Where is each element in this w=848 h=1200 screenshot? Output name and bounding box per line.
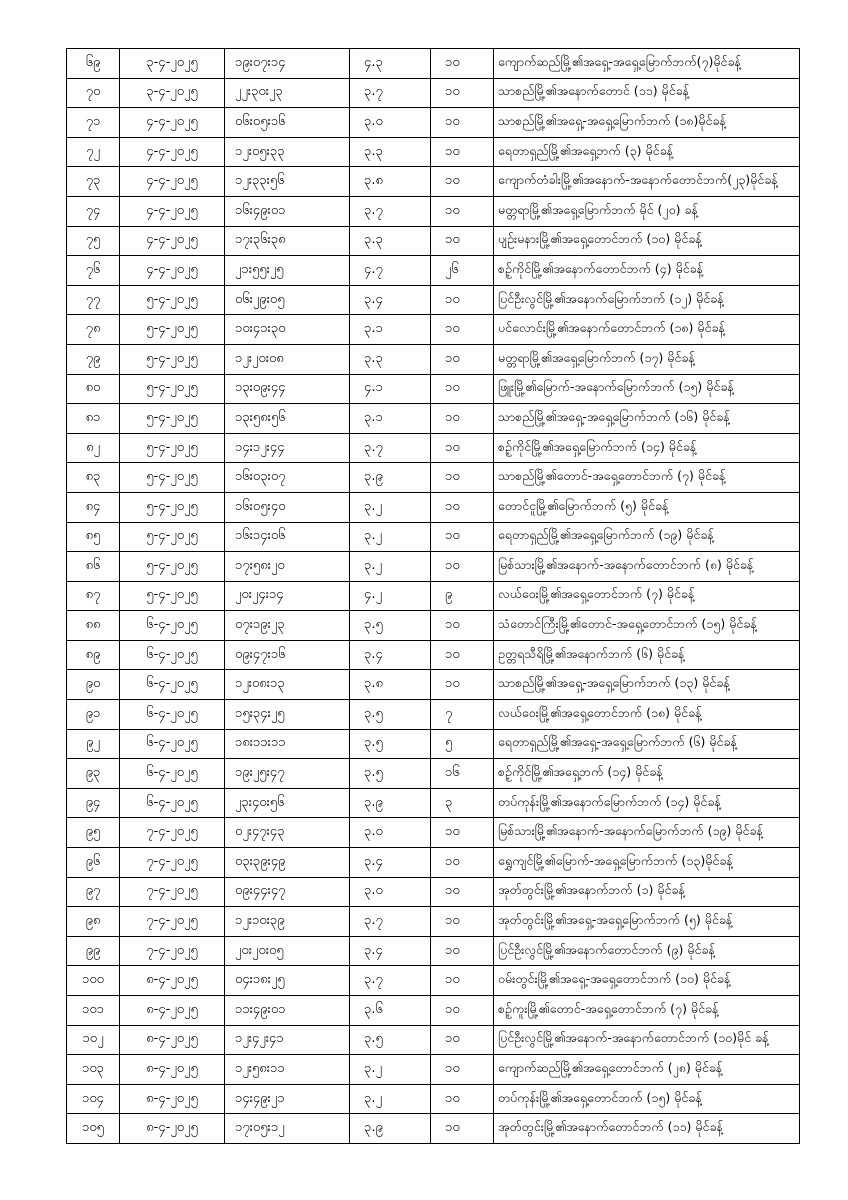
table-row: [67, 492, 800, 522]
depth-cell: ၁၀: [431, 344, 494, 374]
magnitude-cell: ၃.၅: [350, 700, 431, 730]
time-cell: ၁၆း၁၄း၀၆: [225, 522, 350, 552]
table-row: [67, 936, 800, 966]
date-cell: ၅-၄-၂၀၂၅: [120, 552, 225, 582]
depth-cell: ၁၀: [431, 137, 494, 167]
location-cell: အုတ်တွင်းမြို့၏အနောက်တောင်ဘက် (၁၁) မိုင်ခန့်: [494, 1114, 800, 1144]
row-number-cell: ၇၀: [67, 78, 120, 108]
depth-cell: ၁၀: [431, 49, 494, 79]
location-cell: လယ်ဝေးမြို့၏အရှေ့တောင်ဘက် (၁၈) မိုင်ခန့်: [494, 700, 800, 730]
row-number-cell: ၇၆: [67, 256, 120, 286]
magnitude-cell: ၃.၉: [350, 1114, 431, 1144]
table-row: [67, 1055, 800, 1085]
date-cell: ၈-၄-၂၀၂၅: [120, 1114, 225, 1144]
date-cell: ၆-၄-၂၀၂၅: [120, 670, 225, 700]
location-cell: အုတ်တွင်းမြို့၏အရှေ့-အရှေ့မြောက်ဘက် (၅) မိုင်ခန့်: [494, 907, 800, 937]
date-cell: ၅-၄-၂၀၂၅: [120, 492, 225, 522]
depth-cell: ၁၀: [431, 404, 494, 434]
table-row: [67, 670, 800, 700]
date-cell: ၄-၄-၂၀၂၅: [120, 137, 225, 167]
depth-cell: ၁၀: [431, 966, 494, 996]
depth-cell: ၁၀: [431, 996, 494, 1026]
date-cell: ၆-၄-၂၀၂၅: [120, 729, 225, 759]
date-cell: ၈-၄-၂၀၂၅: [120, 996, 225, 1026]
magnitude-cell: ၃.၂: [350, 1055, 431, 1085]
location-cell: ဝမ်းတွင်းမြို့၏အရှေ့-အရှေ့တောင်ဘက် (၁၀) မိုင်ခန့်: [494, 966, 800, 996]
date-cell: ၆-၄-၂၀၂၅: [120, 700, 225, 730]
depth-cell: ၁၀: [431, 1084, 494, 1114]
table-row: [67, 877, 800, 907]
row-number-cell: ၈၀: [67, 374, 120, 404]
row-number-cell: ၁၀၁: [67, 996, 120, 1026]
location-cell: တပ်ကုန်းမြို့၏အနောက်မြောက်ဘက် (၁၄) မိုင်ခန့်: [494, 788, 800, 818]
depth-cell: ၁၀: [431, 374, 494, 404]
row-number-cell: ၉၃: [67, 759, 120, 789]
location-cell: ပင်လောင်းမြို့၏အနောက်တောင်ဘက် (၁၈) မိုင်ခန့်: [494, 315, 800, 345]
magnitude-cell: ၃.၇: [350, 966, 431, 996]
magnitude-cell: ၃.၈: [350, 167, 431, 197]
location-cell: ရေတာရှည်မြို့၏အရှေ့ဘက် (၃) မိုင်ခန့်: [494, 137, 800, 167]
magnitude-cell: ၃.၉: [350, 463, 431, 493]
location-cell: ကျောက်ဆည်မြို့၏အရှေ့တောင်ဘက် (၂၈) မိုင်ခန့်: [494, 1055, 800, 1085]
location-cell: တောင်ငူမြို့၏မြောက်ဘက် (၅) မိုင်ခန့်: [494, 492, 800, 522]
time-cell: ၁၆း၀၃း၀၇: [225, 463, 350, 493]
depth-cell: ၁၀: [431, 818, 494, 848]
depth-cell: ၁၀: [431, 552, 494, 582]
date-cell: ၅-၄-၂၀၂၅: [120, 433, 225, 463]
depth-cell: ၉: [431, 581, 494, 611]
date-cell: ၃-၄-၂၀၂၅: [120, 49, 225, 79]
time-cell: ၀၃း၃၉း၄၉: [225, 848, 350, 878]
date-cell: ၅-၄-၂၀၂၅: [120, 374, 225, 404]
date-cell: ၄-၄-၂၀၂၅: [120, 196, 225, 226]
table-row: [67, 78, 800, 108]
table-row: [67, 848, 800, 878]
time-cell: ၁၂း၁၀း၃၉: [225, 907, 350, 937]
depth-cell: ၁၀: [431, 226, 494, 256]
magnitude-cell: ၃.၄: [350, 848, 431, 878]
date-cell: ၆-၄-၂၀၂၅: [120, 788, 225, 818]
depth-cell: ၁၀: [431, 936, 494, 966]
row-number-cell: ၉၉: [67, 936, 120, 966]
magnitude-cell: ၃.၇: [350, 78, 431, 108]
location-cell: စဉ့်ကူးမြို့၏တောင်-အရှေ့တောင်ဘက် (၇) မိုင်ခန့်: [494, 996, 800, 1026]
location-cell: သာစည်မြို့၏အနောက်တောင် (၁၁) မိုင်ခန့်: [494, 78, 800, 108]
table-row: [67, 463, 800, 493]
location-cell: စဉ့်ကိုင်မြို့၏အရှေ့ဘက် (၁၄) မိုင်ခန့်: [494, 759, 800, 789]
row-number-cell: ၁၀၃: [67, 1055, 120, 1085]
table-row: [67, 315, 800, 345]
location-cell: ပြင်ဦးလွင်မြို့၏အနောက်မြောက်ဘက် (၁၂) မိုင်ခန့်: [494, 285, 800, 315]
magnitude-cell: ၃.၄: [350, 640, 431, 670]
location-cell: ဖြူးမြို့၏မြောက်-အနောက်မြောက်ဘက် (၁၅) မိုင်ခန့်: [494, 374, 800, 404]
table-row: [67, 522, 800, 552]
time-cell: ၁၆း၄၉း၀၁: [225, 196, 350, 226]
depth-cell: ၁၀: [431, 1114, 494, 1144]
time-cell: ၁၂း၂၀း၀၈: [225, 344, 350, 374]
time-cell: ၁၇း၀၅း၁၂: [225, 1114, 350, 1144]
date-cell: ၇-၄-၂၀၂၅: [120, 907, 225, 937]
magnitude-cell: ၃.၅: [350, 1025, 431, 1055]
date-cell: ၇-၄-၂၀၂၅: [120, 818, 225, 848]
earthquake-table-page: [66, 48, 800, 1144]
date-cell: ၆-၄-၂၀၂၅: [120, 759, 225, 789]
table-row: [67, 1025, 800, 1055]
depth-cell: ၁၆: [431, 759, 494, 789]
magnitude-cell: ၃.၃: [350, 137, 431, 167]
depth-cell: ၁၀: [431, 196, 494, 226]
location-cell: မြစ်သားမြို့၏အနောက်-အနောက်တောင်ဘက် (၈) မိုင်ခန့်: [494, 552, 800, 582]
time-cell: ၁၀း၄၁း၃၀: [225, 315, 350, 345]
row-number-cell: ၉၂: [67, 729, 120, 759]
depth-cell: ၁၀: [431, 433, 494, 463]
row-number-cell: ၇၁: [67, 108, 120, 138]
location-cell: စဉ့်ကိုင်မြို့၏အရှေ့မြောက်ဘက် (၁၄) မိုင်ခန့်: [494, 433, 800, 463]
date-cell: ၅-၄-၂၀၂၅: [120, 404, 225, 434]
date-cell: ၅-၄-၂၀၂၅: [120, 344, 225, 374]
row-number-cell: ၇၇: [67, 285, 120, 315]
time-cell: ၁၁း၄၉း၀၁: [225, 996, 350, 1026]
location-cell: အုတ်တွင်းမြို့၏အနောက်ဘက် (၁) မိုင်ခန့်: [494, 877, 800, 907]
date-cell: ၅-၄-၂၀၂၅: [120, 522, 225, 552]
magnitude-cell: ၃.၀: [350, 818, 431, 848]
table-row: [67, 433, 800, 463]
time-cell: ၁၂း၅၈း၁၁: [225, 1055, 350, 1085]
magnitude-cell: ၃.၆: [350, 996, 431, 1026]
location-cell: သံတောင်ကြီးမြို့၏တောင်-အရှေ့တောင်ဘက် (၁၅) မိုင်ခန့်: [494, 611, 800, 641]
row-number-cell: ၁၀၅: [67, 1114, 120, 1144]
magnitude-cell: ၃.၅: [350, 611, 431, 641]
location-cell: ကျောက်တံခါးမြို့၏အနောက်-အနောက်တောင်ဘက်(၂၃)မိုင်ခန့်: [494, 167, 800, 197]
magnitude-cell: ၃.၅: [350, 759, 431, 789]
time-cell: ၁၅း၃၄း၂၅: [225, 700, 350, 730]
magnitude-cell: ၄.၂: [350, 581, 431, 611]
time-cell: ၁၇း၃၆း၃၈: [225, 226, 350, 256]
time-cell: ၁၃း၀၉း၄၄: [225, 374, 350, 404]
depth-cell: ၁၀: [431, 522, 494, 552]
location-cell: ရေတာရှည်မြို့၏အရှေ့မြောက်ဘက် (၁၉) မိုင်ခန့်: [494, 522, 800, 552]
table-row: [67, 256, 800, 286]
location-cell: ရွှေကျင်မြို့၏မြောက်-အရှေ့မြောက်ဘက် (၁၃)မိုင်ခန့်: [494, 848, 800, 878]
date-cell: ၄-၄-၂၀၂၅: [120, 167, 225, 197]
magnitude-cell: ၃.၇: [350, 433, 431, 463]
table-row: [67, 137, 800, 167]
table-row: [67, 759, 800, 789]
time-cell: ၂၂း၃၀း၂၃: [225, 78, 350, 108]
table-row: [67, 285, 800, 315]
row-number-cell: ၉၄: [67, 788, 120, 818]
date-cell: ၈-၄-၂၀၂၅: [120, 966, 225, 996]
row-number-cell: ၁၀၂: [67, 1025, 120, 1055]
row-number-cell: ၁၀၀: [67, 966, 120, 996]
row-number-cell: ၇၃: [67, 167, 120, 197]
time-cell: ၁၇း၅၈း၂၀: [225, 552, 350, 582]
row-number-cell: ၈၆: [67, 552, 120, 582]
row-number-cell: ၉၀: [67, 670, 120, 700]
location-cell: တပ်ကုန်းမြို့၏အရှေ့တောင်ဘက် (၁၅) မိုင်ခန့်: [494, 1084, 800, 1114]
magnitude-cell: ၃.၃: [350, 344, 431, 374]
table-row: [67, 108, 800, 138]
location-cell: စဉ့်ကိုင်မြို့၏အနောက်တောင်ဘက် (၄) မိုင်ခန့်: [494, 256, 800, 286]
depth-cell: ၁၀: [431, 108, 494, 138]
time-cell: ၁၄း၁၂း၄၄: [225, 433, 350, 463]
depth-cell: ၁၀: [431, 167, 494, 197]
location-cell: ဥတ္တရသီရိမြို့၏အနောက်ဘက် (၆) မိုင်ခန့်: [494, 640, 800, 670]
magnitude-cell: ၄.၁: [350, 374, 431, 404]
magnitude-cell: ၃.၀: [350, 108, 431, 138]
depth-cell: ၃: [431, 788, 494, 818]
row-number-cell: ၇၅: [67, 226, 120, 256]
location-cell: သာစည်မြို့၏တောင်-အရှေ့တောင်ဘက် (၇) မိုင်ခန့်: [494, 463, 800, 493]
table-row: [67, 996, 800, 1026]
time-cell: ၀၉း၄၇း၁၆: [225, 640, 350, 670]
row-number-cell: ၈၄: [67, 492, 120, 522]
magnitude-cell: ၃.၂: [350, 492, 431, 522]
depth-cell: ၁၀: [431, 78, 494, 108]
magnitude-cell: ၃.၁: [350, 315, 431, 345]
row-number-cell: ၈၅: [67, 522, 120, 552]
time-cell: ၂၁း၅၅း၂၅: [225, 256, 350, 286]
table-row: [67, 374, 800, 404]
time-cell: ၀၇း၁၉း၂၃: [225, 611, 350, 641]
row-number-cell: ၈၃: [67, 463, 120, 493]
table-row: [67, 700, 800, 730]
table-row: [67, 1084, 800, 1114]
table-row: [67, 640, 800, 670]
depth-cell: ၁၀: [431, 877, 494, 907]
depth-cell: ၁၀: [431, 907, 494, 937]
magnitude-cell: ၃.၄: [350, 285, 431, 315]
row-number-cell: ၉၁: [67, 700, 120, 730]
row-number-cell: ၉၇: [67, 877, 120, 907]
time-cell: ၁၆း၀၅း၄၀: [225, 492, 350, 522]
location-cell: သာစည်မြို့၏အရှေ့-အရှေ့မြောက်ဘက် (၁၆) မိုင်ခန့်: [494, 404, 800, 434]
depth-cell: ၁၀: [431, 1055, 494, 1085]
date-cell: ၃-၄-၂၀၂၅: [120, 78, 225, 108]
depth-cell: ၁၀: [431, 848, 494, 878]
row-number-cell: ၈၁: [67, 404, 120, 434]
table-row: [67, 788, 800, 818]
table-body: [67, 49, 800, 1144]
time-cell: ၀၂း၄၇း၄၃: [225, 818, 350, 848]
depth-cell: ၁၀: [431, 1025, 494, 1055]
row-number-cell: ၉၆: [67, 848, 120, 878]
date-cell: ၄-၄-၂၀၂၅: [120, 226, 225, 256]
row-number-cell: ၈၇: [67, 581, 120, 611]
time-cell: ၂၃း၄၀း၅၆: [225, 788, 350, 818]
table-row: [67, 581, 800, 611]
depth-cell: ၇: [431, 700, 494, 730]
table-row: [67, 907, 800, 937]
earthquake-table: [66, 48, 800, 1144]
time-cell: ၁၄း၄၉း၂၁: [225, 1084, 350, 1114]
time-cell: ၁၂း၀၈း၁၃: [225, 670, 350, 700]
depth-cell: ၁၀: [431, 315, 494, 345]
magnitude-cell: ၃.၄: [350, 936, 431, 966]
depth-cell: ၁၀: [431, 640, 494, 670]
magnitude-cell: ၃.၃: [350, 226, 431, 256]
time-cell: ၁၈း၁၁း၁၁: [225, 729, 350, 759]
row-number-cell: ၆၉: [67, 49, 120, 79]
date-cell: ၅-၄-၂၀၂၅: [120, 315, 225, 345]
date-cell: ၈-၄-၂၀၂၅: [120, 1055, 225, 1085]
date-cell: ၆-၄-၂၀၂၅: [120, 611, 225, 641]
magnitude-cell: ၃.၉: [350, 788, 431, 818]
depth-cell: ၂၆: [431, 256, 494, 286]
time-cell: ၁၂း၀၅း၃၃: [225, 137, 350, 167]
date-cell: ၈-၄-၂၀၂၅: [120, 1025, 225, 1055]
row-number-cell: ၈၉: [67, 640, 120, 670]
date-cell: ၄-၄-၂၀၂၅: [120, 108, 225, 138]
location-cell: ပြင်ဦးလွင်မြို့၏အနောက်တောင်ဘက် (၉) မိုင်ခန့်: [494, 936, 800, 966]
row-number-cell: ၇၂: [67, 137, 120, 167]
time-cell: ၀၆း၂၉း၀၅: [225, 285, 350, 315]
depth-cell: ၁၀: [431, 670, 494, 700]
row-number-cell: ၇၉: [67, 344, 120, 374]
row-number-cell: ၉၅: [67, 818, 120, 848]
time-cell: ၂၀း၂၀း၀၅: [225, 936, 350, 966]
date-cell: ၇-၄-၂၀၂၅: [120, 848, 225, 878]
table-row: [67, 404, 800, 434]
table-row: [67, 167, 800, 197]
time-cell: ၀၄း၁၈း၂၅: [225, 966, 350, 996]
table-row: [67, 196, 800, 226]
time-cell: ၂၀း၂၄း၁၄: [225, 581, 350, 611]
table-row: [67, 1114, 800, 1144]
table-row: [67, 729, 800, 759]
date-cell: ၅-၄-၂၀၂၅: [120, 463, 225, 493]
location-cell: ပျဉ်းမနားမြို့၏အရှေ့တောင်ဘက် (၁၀) မိုင်ခန့်: [494, 226, 800, 256]
depth-cell: ၁၀: [431, 463, 494, 493]
table-row: [67, 611, 800, 641]
date-cell: ၇-၄-၂၀၂၅: [120, 936, 225, 966]
location-cell: ရေတာရှည်မြို့၏အရှေ့-အရှေ့မြောက်ဘက် (၆) မိုင်ခန့်: [494, 729, 800, 759]
magnitude-cell: ၃.၂: [350, 1084, 431, 1114]
location-cell: မြစ်သားမြို့၏အနောက်-အနောက်မြောက်ဘက် (၁၉) မိုင်ခန့်: [494, 818, 800, 848]
date-cell: ၅-၄-၂၀၂၅: [120, 285, 225, 315]
magnitude-cell: ၃.၂: [350, 552, 431, 582]
depth-cell: ၅: [431, 729, 494, 759]
magnitude-cell: ၃.၂: [350, 522, 431, 552]
magnitude-cell: ၃.၁: [350, 404, 431, 434]
time-cell: ၁၉း၂၅း၄၇: [225, 759, 350, 789]
row-number-cell: ၇၄: [67, 196, 120, 226]
table-row: [67, 552, 800, 582]
location-cell: သာစည်မြို့၏အရှေ့-အရှေ့မြောက်ဘက် (၁၈)မိုင်ခန့်: [494, 108, 800, 138]
row-number-cell: ၉၈: [67, 907, 120, 937]
table-row: [67, 49, 800, 79]
row-number-cell: ၈၂: [67, 433, 120, 463]
time-cell: ၁၉း၀၇း၁၄: [225, 49, 350, 79]
magnitude-cell: ၃.၀: [350, 877, 431, 907]
time-cell: ၀၆း၀၅း၁၆: [225, 108, 350, 138]
location-cell: သာစည်မြို့၏အရှေ့-အရှေ့မြောက်ဘက် (၁၃) မိုင်ခန့်: [494, 670, 800, 700]
table-row: [67, 344, 800, 374]
location-cell: ကျောက်ဆည်မြို့၏အရှေ့-အရှေ့မြောက်ဘက်(၇)မိုင်ခန့်: [494, 49, 800, 79]
time-cell: ၁၂း၄၂း၄၁: [225, 1025, 350, 1055]
magnitude-cell: ၄.၃: [350, 49, 431, 79]
date-cell: ၅-၄-၂၀၂၅: [120, 581, 225, 611]
location-cell: မတ္တရာမြို့၏အရှေ့မြောက်ဘက် (၁၇) မိုင်ခန့်: [494, 344, 800, 374]
date-cell: ၈-၄-၂၀၂၅: [120, 1084, 225, 1114]
row-number-cell: ၇၈: [67, 315, 120, 345]
depth-cell: ၁၀: [431, 492, 494, 522]
depth-cell: ၁၀: [431, 285, 494, 315]
date-cell: ၆-၄-၂၀၂၅: [120, 640, 225, 670]
location-cell: လယ်ဝေးမြို့၏အရှေ့တောင်ဘက် (၇) မိုင်ခန့်: [494, 581, 800, 611]
magnitude-cell: ၄.၇: [350, 256, 431, 286]
location-cell: မတ္တရာမြို့၏အရှေ့မြောက်ဘက် မိုင် (၂၀) ခန့်: [494, 196, 800, 226]
row-number-cell: ၁၀၄: [67, 1084, 120, 1114]
magnitude-cell: ၃.၇: [350, 196, 431, 226]
magnitude-cell: ၃.၇: [350, 907, 431, 937]
date-cell: ၄-၄-၂၀၂၅: [120, 256, 225, 286]
date-cell: ၇-၄-၂၀၂၅: [120, 877, 225, 907]
table-row: [67, 966, 800, 996]
time-cell: ၁၃း၅၈း၅၆: [225, 404, 350, 434]
time-cell: ၁၂း၃၃း၅၆: [225, 167, 350, 197]
magnitude-cell: ၃.၈: [350, 670, 431, 700]
time-cell: ၀၉း၄၄း၄၇: [225, 877, 350, 907]
table-row: [67, 818, 800, 848]
row-number-cell: ၈၈: [67, 611, 120, 641]
magnitude-cell: ၃.၅: [350, 729, 431, 759]
location-cell: ပြင်ဦးလွင်မြို့၏အနောက်-အနောက်တောင်ဘက် (၁၀)မိုင် ခန့်: [494, 1025, 800, 1055]
depth-cell: ၁၀: [431, 611, 494, 641]
table-row: [67, 226, 800, 256]
